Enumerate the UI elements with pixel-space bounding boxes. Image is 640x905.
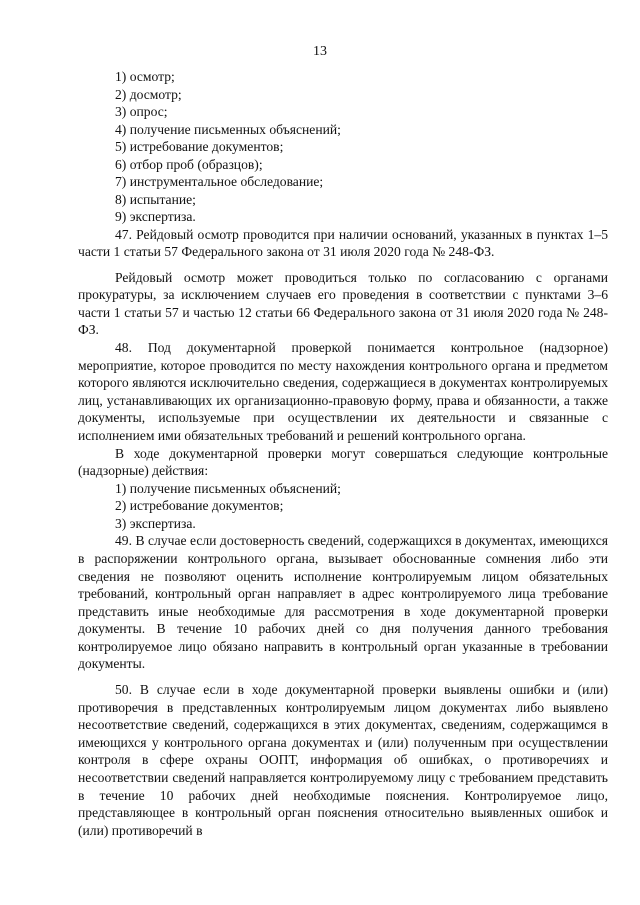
list-item: 1) получение письменных объяснений; [115, 480, 341, 496]
list-item: 7) инструментальное обследование; [115, 174, 324, 189]
paragraph-49: 49. В случае если достоверность сведений, содержащихся в документах, имеющихся в распоряжении контрольного органа, вызывает обоснованные сомнения либо эти сведения не позволяют оценить исполнение контролируемым лицом обязательных требований, контрольный орган направляет в адрес контролируемого лица требование представить иные необходимые для рассмотрения в ходе документарной проверки документы. В течение 10 рабочих дней со дня получения данного требования контролируемое лицо обязано направить в контрольный орган указанные в требовании документы. [78, 533, 608, 672]
paragraph-47-second: Рейдовый осмотр может проводиться только по согласованию с органами прокуратуры, за исключением случаев его проведения в соответствии с пунктами 3–6 части 1 статьи 57 и частью 12 статьи 66 Федерального закона от 31 июля 2020 года № 248-ФЗ. [78, 269, 608, 338]
document-check-actions-list [78, 480, 608, 533]
list-item: 5) истребование документов; [115, 139, 284, 154]
list-item: 3) экспертиза. [115, 515, 196, 531]
list-item: 6) отбор проб (образцов); [115, 156, 263, 172]
list-item: 8) испытание; [115, 191, 196, 207]
paragraph-48: 48. Под документарной проверкой понимается контрольное (надзорное) мероприятие, которое проводится по месту нахождения контрольного органа и предметом которого являются исключительно сведения, содержащиеся в документах контролируемых лиц, устанавливающих их организационно-правовую форму, права и обязанности, а также документы, используемые при осуществлении их деятельности и связанные с исполнением ими обязательных требований и решений контрольного органа. [78, 340, 608, 444]
list-item: 4) получение письменных объяснений; [115, 121, 341, 137]
document-body [78, 68, 608, 839]
list-item: 3) опрос; [115, 104, 168, 119]
paragraph-47: 47. Рейдовый осмотр проводится при наличии оснований, указанных в пунктах 1–5 части 1 статьи 57 Федерального закона от 31 июля 2020 года № 248-ФЗ. [78, 226, 608, 260]
list-item: 9) экспертиза. [115, 209, 196, 224]
paragraph-50: 50. В случае если в ходе документарной проверки выявлены ошибки и (или) противоречия в представленных контролируемым лицом документах либо выявлено несоответствие сведений, содержащихся в этих документах, сведениям, содержащимся в имеющихся у контрольного органа документах и (или) полученным при осуществлении контроля в сфере охраны ООПТ, информация об ошибках, о противоречиях и несоответствии сведений направляется контролируемому лицу с требованием представить в течение 10 рабочих дней необходимые пояснения. Контролируемое лицо, представляющее в контрольный орган пояснения относительно выявленных ошибок и (или) противоречий в [78, 682, 608, 838]
list-item: 1) осмотр; [115, 69, 175, 84]
list-item: 2) досмотр; [115, 86, 182, 102]
list-item: 2) истребование документов; [115, 498, 284, 514]
page-number: 13 [313, 44, 327, 59]
actions-list [78, 68, 608, 226]
paragraph-48-second: В ходе документарной проверки могут совершаться следующие контрольные (надзорные) действия: [78, 445, 608, 479]
